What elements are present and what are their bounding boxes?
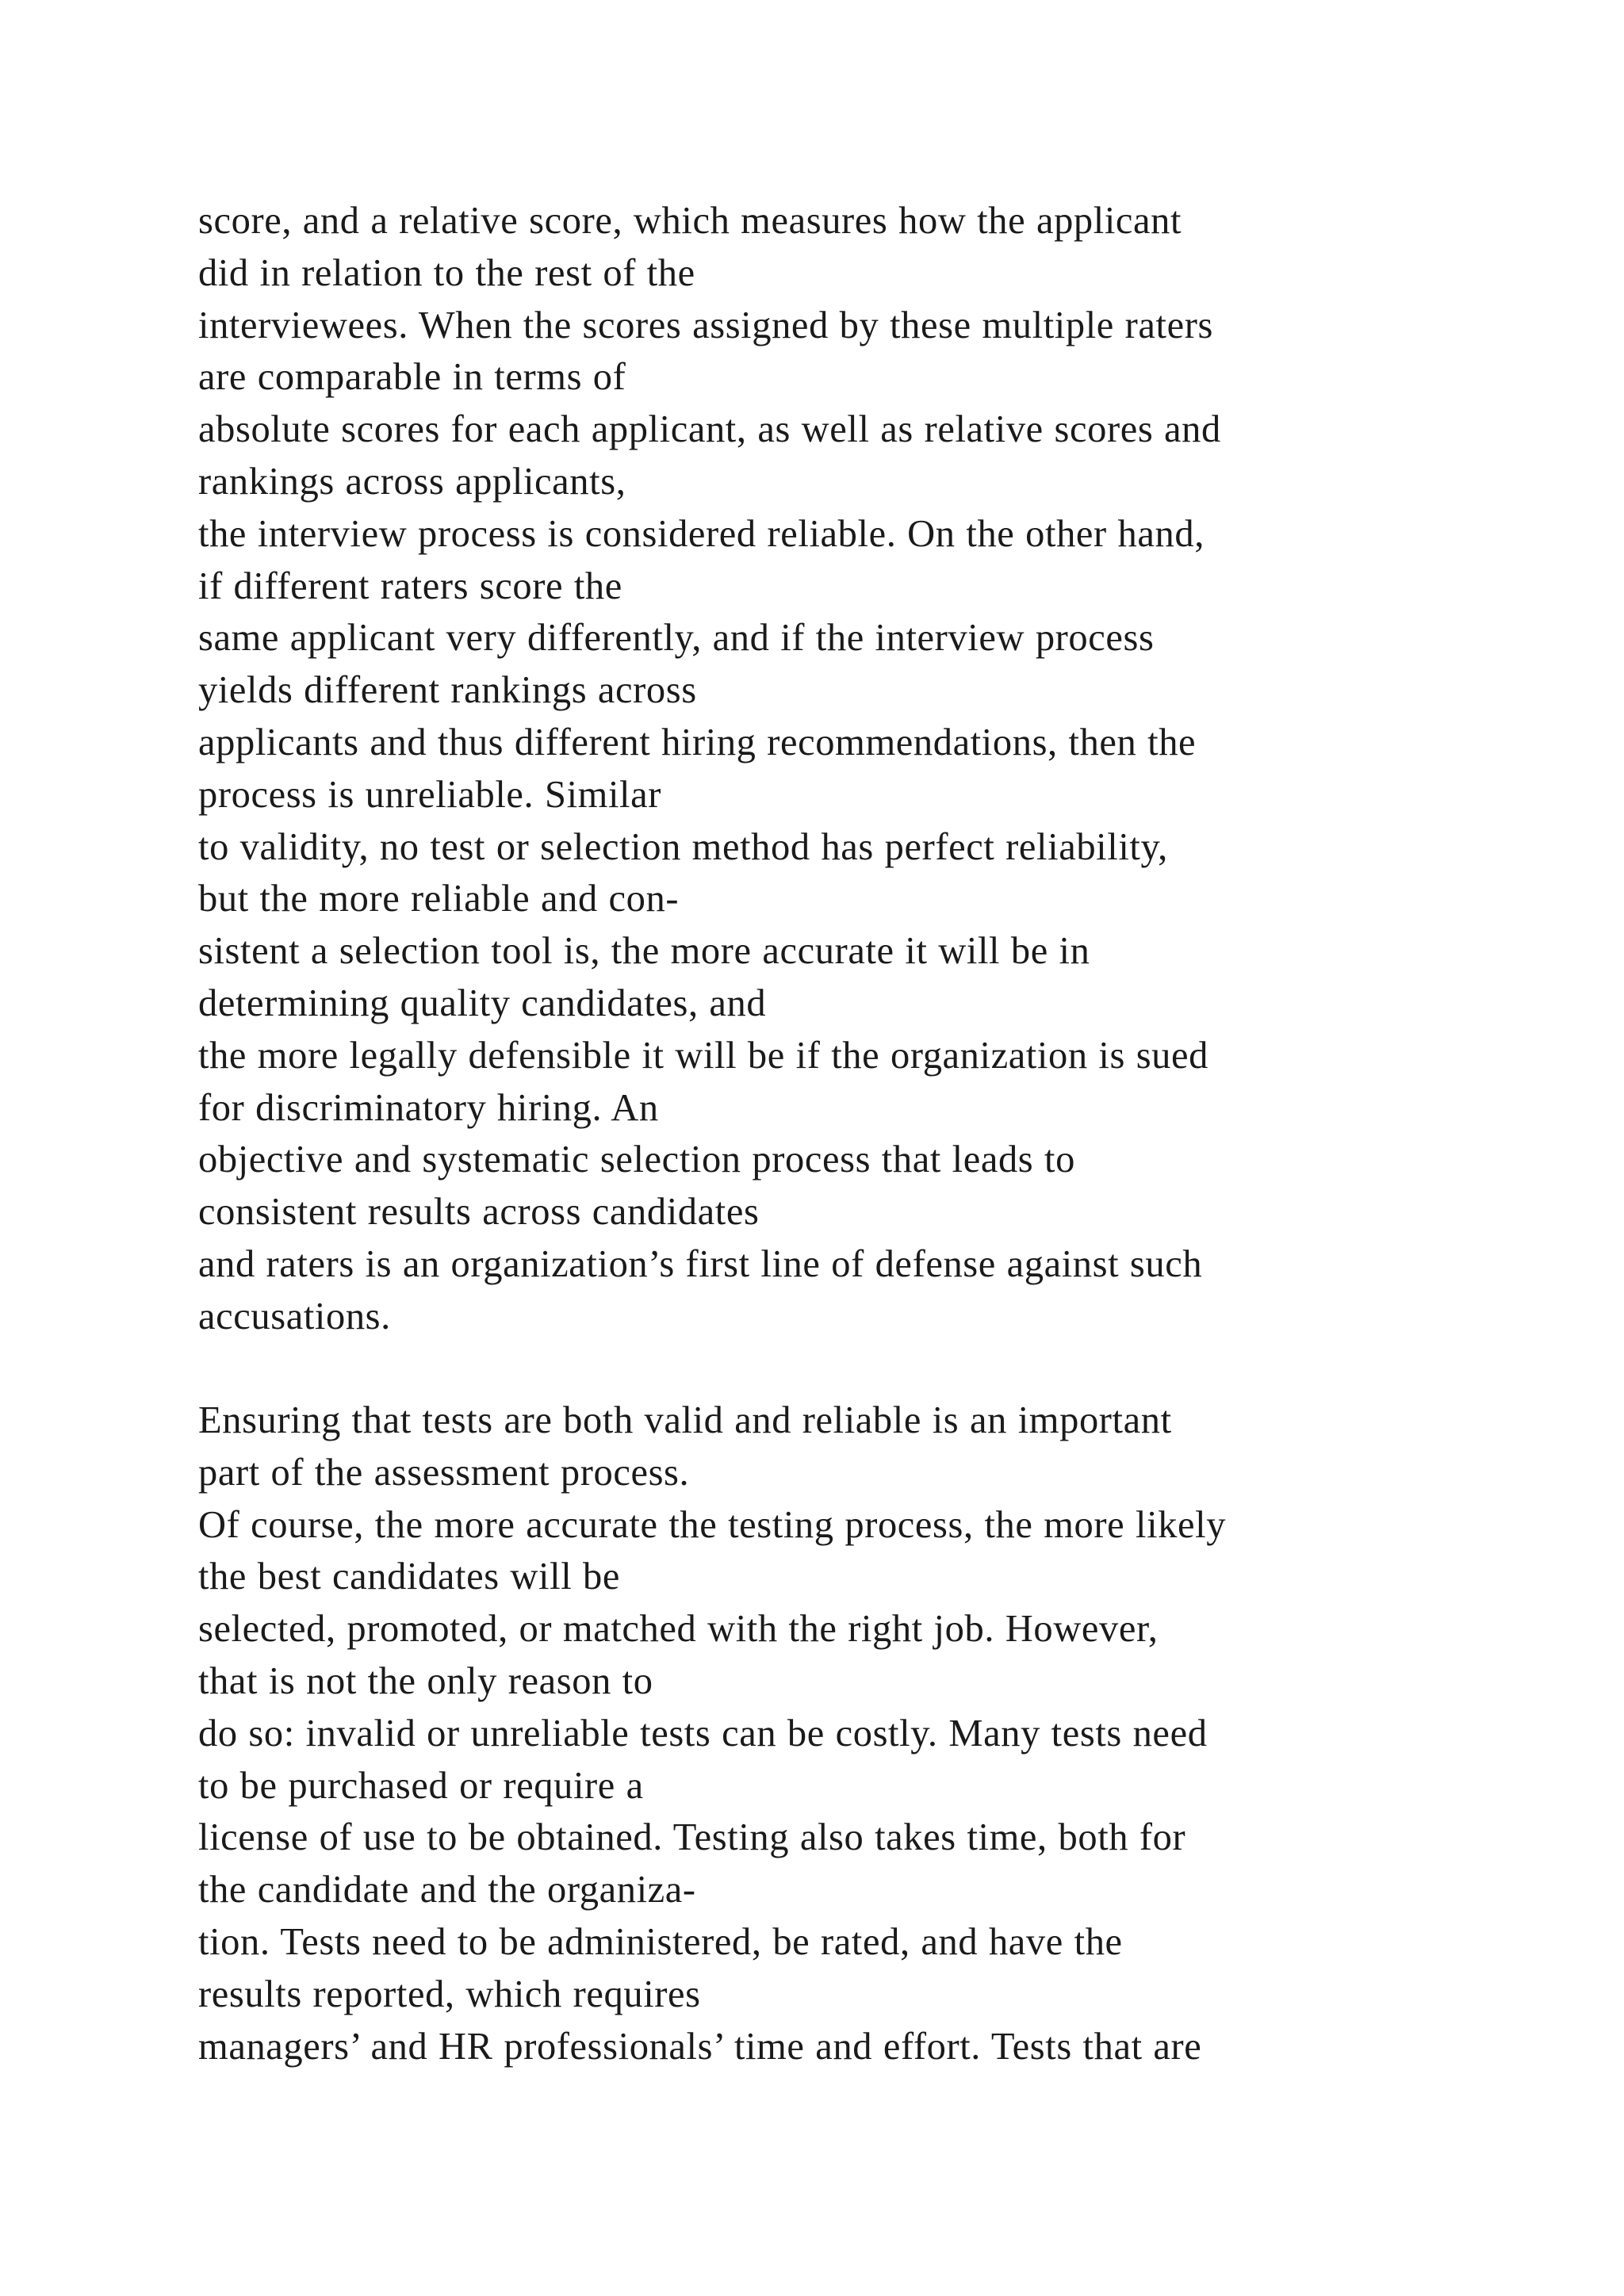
- text-line: the best candidates will be: [198, 1556, 620, 1598]
- text-line: do so: invalid or unreliable tests can be costly. Many tests need: [198, 1712, 1208, 1755]
- text-line: the candidate and the organiza-: [198, 1869, 696, 1911]
- text-line: rankings across applicants,: [198, 460, 626, 503]
- text-line: Of course, the more accurate the testing process, the more likely: [198, 1503, 1227, 1546]
- text-line: process is unreliable. Similar: [198, 773, 662, 816]
- text-line: and raters is an organization’s first line of defense against such: [198, 1242, 1203, 1285]
- text-line: accusations.: [198, 1295, 391, 1337]
- text-line: to validity, no test or selection method has perfect reliability,: [198, 825, 1168, 868]
- text-line: same applicant very differently, and if the interview process: [198, 617, 1155, 660]
- text-line: to be purchased or require a: [198, 1764, 644, 1807]
- text-line: Ensuring that tests are both valid and reliable is an important: [198, 1399, 1172, 1441]
- text-line: are comparable in terms of: [198, 356, 626, 399]
- text-line: that is not the only reason to: [198, 1659, 653, 1702]
- text-line: score, and a relative score, which measures how the applicant: [198, 200, 1182, 242]
- text-line: determining quality candidates, and: [198, 982, 767, 1024]
- text-line: for discriminatory hiring. An: [198, 1086, 659, 1129]
- text-line: tion. Tests need to be administered, be rated, and have the: [198, 1920, 1123, 1963]
- text-line: interviewees. When the scores assigned by these multiple raters: [198, 304, 1213, 346]
- text-line: yields different rankings across: [198, 669, 697, 712]
- text-line: the interview process is considered reliable. On the other hand,: [198, 512, 1205, 555]
- text-line: selected, promoted, or matched with the right job. However,: [198, 1608, 1159, 1651]
- text-line: sistent a selection tool is, the more accurate it will be in: [198, 930, 1090, 973]
- text-line: consistent results across candidates: [198, 1191, 760, 1234]
- text-line: applicants and thus different hiring recommendations, then the: [198, 721, 1197, 763]
- paragraph-valid-reliable-tests: [198, 1395, 1546, 2072]
- text-line: objective and systematic selection process that leads to: [198, 1138, 1075, 1181]
- text-line: results reported, which requires: [198, 1973, 701, 2015]
- paragraph-reliability: [198, 195, 1546, 1343]
- text-line: if different raters score the: [198, 564, 622, 607]
- text-line: the more legally defensible it will be if the organization is sued: [198, 1034, 1208, 1077]
- text-line: absolute scores for each applicant, as well as relative scores and: [198, 408, 1221, 451]
- text-line: managers’ and HR professionals’ time and effort. Tests that are: [198, 2025, 1202, 2068]
- text-line: license of use to be obtained. Testing also takes time, both for: [198, 1816, 1186, 1859]
- text-line: did in relation to the rest of the: [198, 251, 695, 294]
- text-line: part of the assessment process.: [198, 1451, 690, 1494]
- text-line: but the more reliable and con-: [198, 878, 680, 920]
